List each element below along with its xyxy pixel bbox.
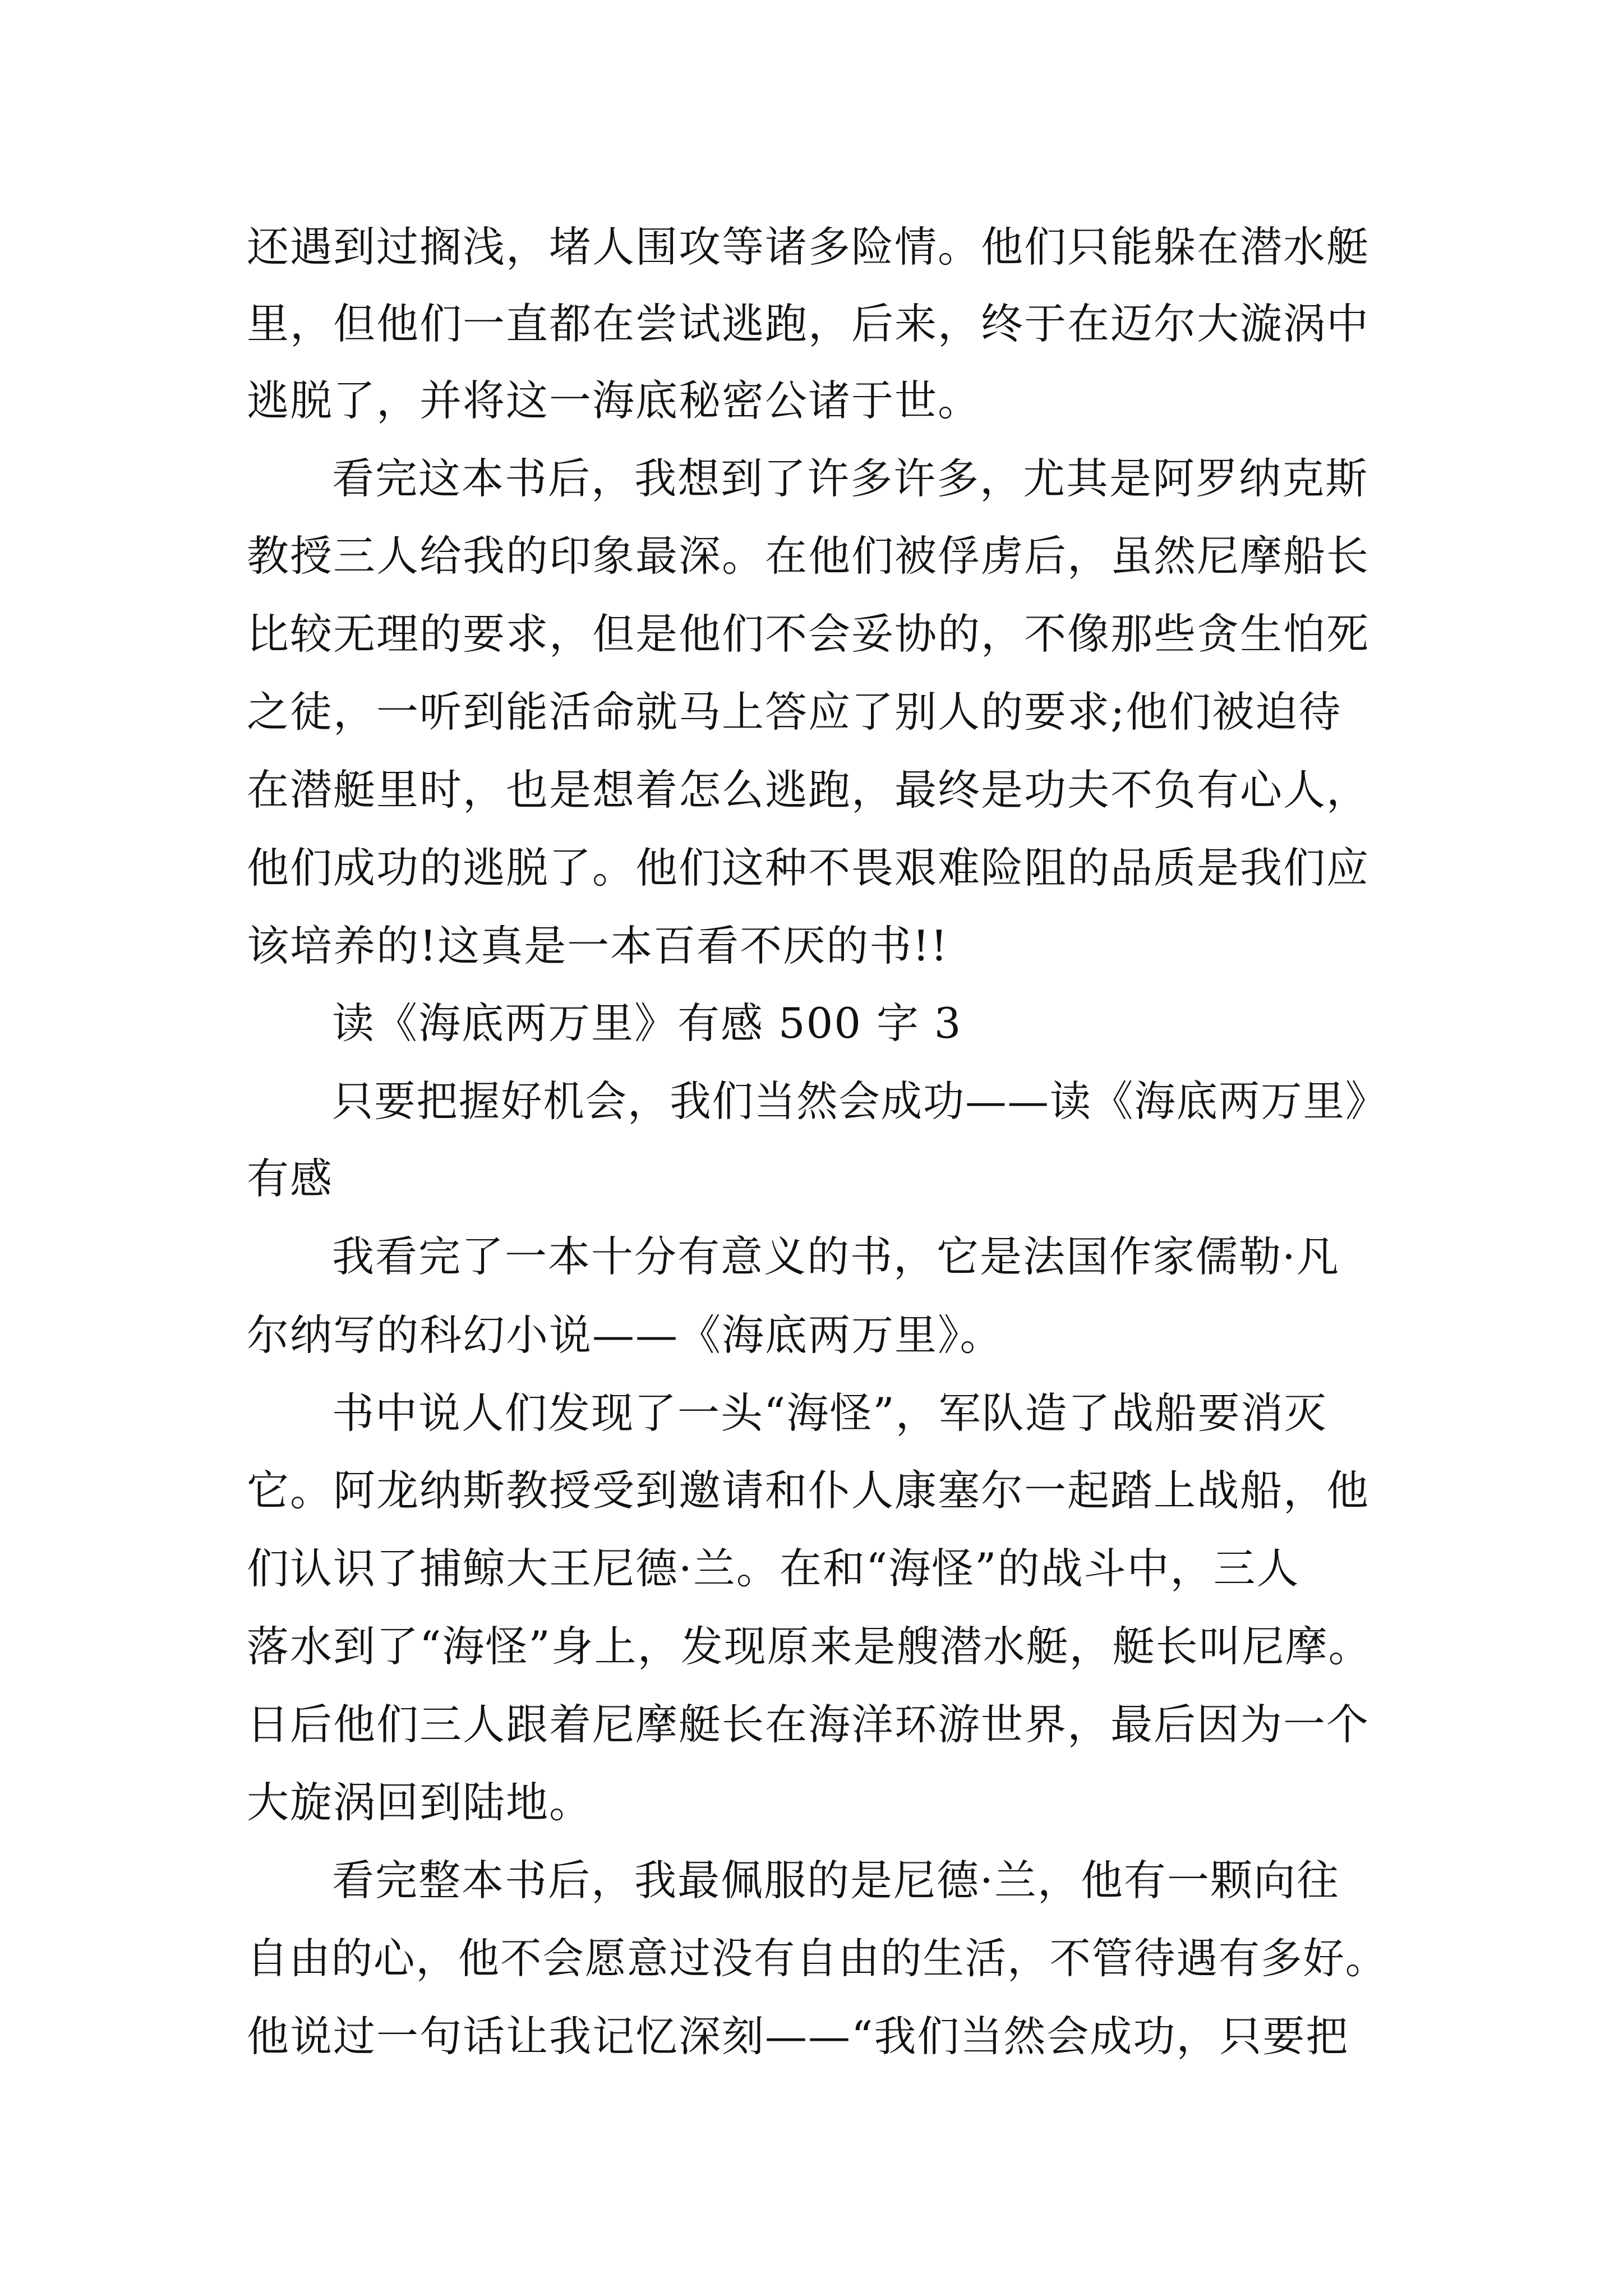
text-line: 书中说人们发现了一头“海怪”，军队造了战船要消灭	[332, 1388, 1327, 1438]
text-line: 们认识了捕鲸大王尼德·兰。在和“海怪”的战斗中，三人	[247, 1544, 1300, 1593]
text-line: 自由的心，他不会愿意过没有自由的生活，不管待遇有多好。	[247, 1934, 1388, 1983]
text-line: 它。阿龙纳斯教授受到邀请和仆人康塞尔一起踏上战船，他	[247, 1466, 1370, 1515]
text-line: 尔纳写的科幻小说——《海底两万里》。	[247, 1310, 1003, 1360]
text-line: 落水到了“海怪”身上，发现原来是艘潜水艇，艇长叫尼摩。	[247, 1622, 1372, 1671]
text-line: 我看完了一本十分有意义的书，它是法国作家儒勒·凡	[332, 1232, 1340, 1281]
text-line: 大旋涡回到陆地。	[247, 1778, 593, 1827]
text-line: 之徒，一听到能活命就马上答应了别人的要求;他们被迫待	[247, 687, 1342, 737]
text-line: 里，但他们一直都在尝试逃跑，后来，终于在迈尔大漩涡中	[247, 299, 1370, 348]
text-line: 看完这本书后，我想到了许多许多，尤其是阿罗纳克斯	[332, 454, 1369, 503]
text-line: 逃脱了，并将这一海底秘密公诸于世。	[247, 376, 981, 425]
text-line: 日后他们三人跟着尼摩艇长在海洋环游世界，最后因为一个	[247, 1700, 1370, 1749]
text-line: 只要把握好机会，我们当然会成功——读《海底两万里》	[332, 1076, 1388, 1126]
text-line: 他说过一句话让我记忆深刻——“我们当然会成功，只要把	[247, 2012, 1349, 2061]
text-line: 教授三人给我的印象最深。在他们被俘虏后，虽然尼摩船长	[247, 531, 1370, 581]
text-line: 他们成功的逃脱了。他们这种不畏艰难险阻的品质是我们应	[247, 843, 1370, 892]
text-line: 在潜艇里时，也是想着怎么逃跑，最终是功夫不负有心人，	[247, 765, 1370, 815]
section-heading: 读《海底两万里》有感 500 字 3	[332, 999, 962, 1048]
text-line: 看完整本书后，我最佩服的是尼德·兰，他有一颗向往	[332, 1856, 1340, 1905]
text-line: 有感	[247, 1154, 334, 1203]
text-line: 还遇到过搁浅，堵人围攻等诸多险情。他们只能躲在潜水艇	[247, 222, 1370, 272]
text-line: 比较无理的要求，但是他们不会妥协的，不像那些贪生怕死	[247, 609, 1370, 659]
text-line: 该培养的!这真是一本百看不厌的书!!	[247, 921, 949, 970]
